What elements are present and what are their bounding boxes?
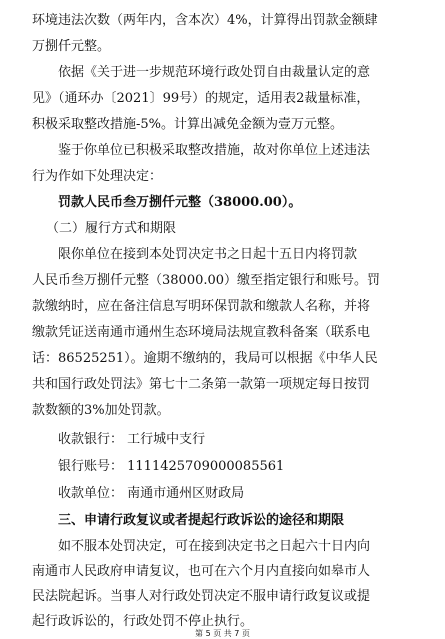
section-heading: 三、申请行政复议或者提起行政诉讼的途径和期限: [58, 513, 345, 528]
paragraph-line: 款数额的3%加处罚款。: [32, 403, 170, 418]
paragraph-line: 人民币叁万捌仟元整（38000.00）缴至指定银行和账号。罚: [32, 273, 381, 288]
decision-line: 罚款人民币叁万捌仟元整（38000.00）。: [58, 195, 302, 210]
paragraph-line: 积极采取整改措施-5%。计算出减免金额为壹万元整。: [32, 117, 344, 132]
paragraph-line: 南通市人民政府申请复议，也可在六个月内直接向如皋市人: [32, 564, 371, 579]
paragraph-line: 起行政诉讼的，行政处罚不停止执行。: [32, 614, 254, 629]
payee-line: 收款单位： 南通市通州区财政局: [58, 486, 245, 501]
paragraph-line: 话：86525251）。逾期不缴纳的，我局可以根据《中华人民: [32, 351, 378, 366]
page-footer: 第 5 页 共 7 页: [195, 629, 250, 638]
paragraph-line: 见》（通环办〔2021〕99号）的规定，适用表2裁量标准，: [32, 91, 370, 106]
paragraph-line: 款缴纳时，应在备注信息写明环保罚款和缴款人名称，并将: [32, 299, 371, 314]
paragraph-line: 鉴于你单位已积极采取整改措施，故对你单位上述违法: [58, 143, 371, 158]
paragraph-line: 依据《关于进一步规范环境行政处罚自由裁量认定的意: [58, 65, 371, 80]
bank-line: 收款银行： 工行城中支行: [58, 432, 206, 447]
paragraph-line: 共和国行政处罚法》第七十二条第一款第一项规定每日按罚: [32, 377, 371, 392]
paragraph-line: 缴款凭证送南通市通州生态环境局法规宣教科备案（联系电: [32, 325, 371, 340]
paragraph-line: 行为作如下处理决定：: [32, 169, 163, 184]
paragraph-line: 如不服本处罚决定，可在接到决定书之日起六十日内向: [58, 539, 371, 554]
sub-heading: （二）履行方式和期限: [46, 221, 177, 236]
paragraph-line: 民法院起诉。当事人对行政处罚决定不服申请行政复议或提: [32, 589, 371, 604]
account-line: 银行账号： 1111425709000085561: [58, 459, 285, 474]
paragraph-line: 万捌仟元整。: [32, 39, 111, 54]
paragraph-line: 限你单位在接到本处罚决定书之日起十五日内将罚款: [58, 247, 358, 262]
paragraph-line: 环境违法次数（两年内，含本次）4%，计算得出罚款金额肆: [32, 13, 378, 28]
